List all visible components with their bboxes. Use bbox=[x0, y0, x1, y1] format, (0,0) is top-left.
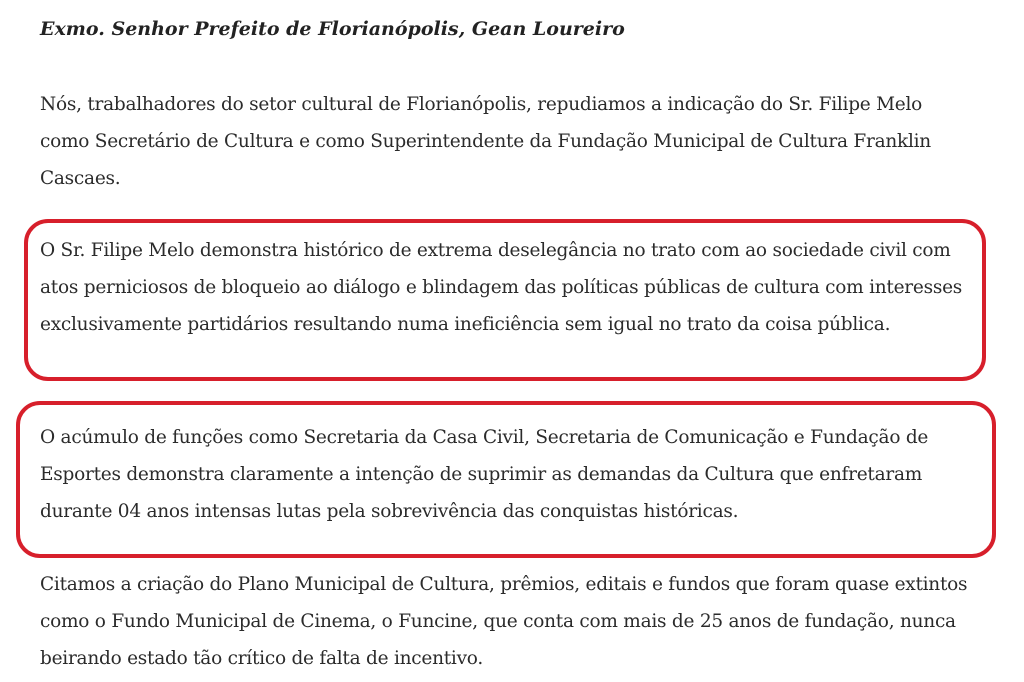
paragraph-cultural-funds: Citamos a criação do Plano Municipal de Cultura, prêmios, editais e fundos que foram quase extintos como o Fundo Municipal de Cinema, o Funcine, que conta com mais de 25 anos de fundação, nunca beirando estado tão crítico de falta de incentivo. bbox=[40, 574, 968, 669]
paragraph-criticism-highlighted: O Sr. Filipe Melo demonstra histórico de extrema deselegância no trato com ao sociedade civil com atos perniciosos de bloqueio ao diálogo e blindagem das políticas públicas de cultura com interesses exclusivamente partidários resultando numa ineficiência sem igual no trato da coisa pública. bbox=[40, 240, 963, 335]
paragraph-introduction: Nós, trabalhadores do setor cultural de Florianópolis, repudiamos a indicação do Sr. Filipe Melo como Secretário de Cultura e como Superintendente da Fundação Municipal de Cultura Franklin Cascaes. bbox=[40, 94, 931, 189]
red-highlight-box-second bbox=[16, 401, 996, 558]
salutation-heading: Exmo. Senhor Prefeito de Florianópolis, Gean Loureiro bbox=[40, 18, 625, 40]
paragraph-accumulation-highlighted: O acúmulo de funções como Secretaria da Casa Civil, Secretaria de Comunicação e Fundação de Esportes demonstra claramente a intenção de suprimir as demandas da Cultura que enfretaram durante 04 anos intensas lutas pela sobrevivência das conquistas históricas. bbox=[40, 427, 929, 522]
red-highlight-box-first bbox=[24, 219, 986, 381]
